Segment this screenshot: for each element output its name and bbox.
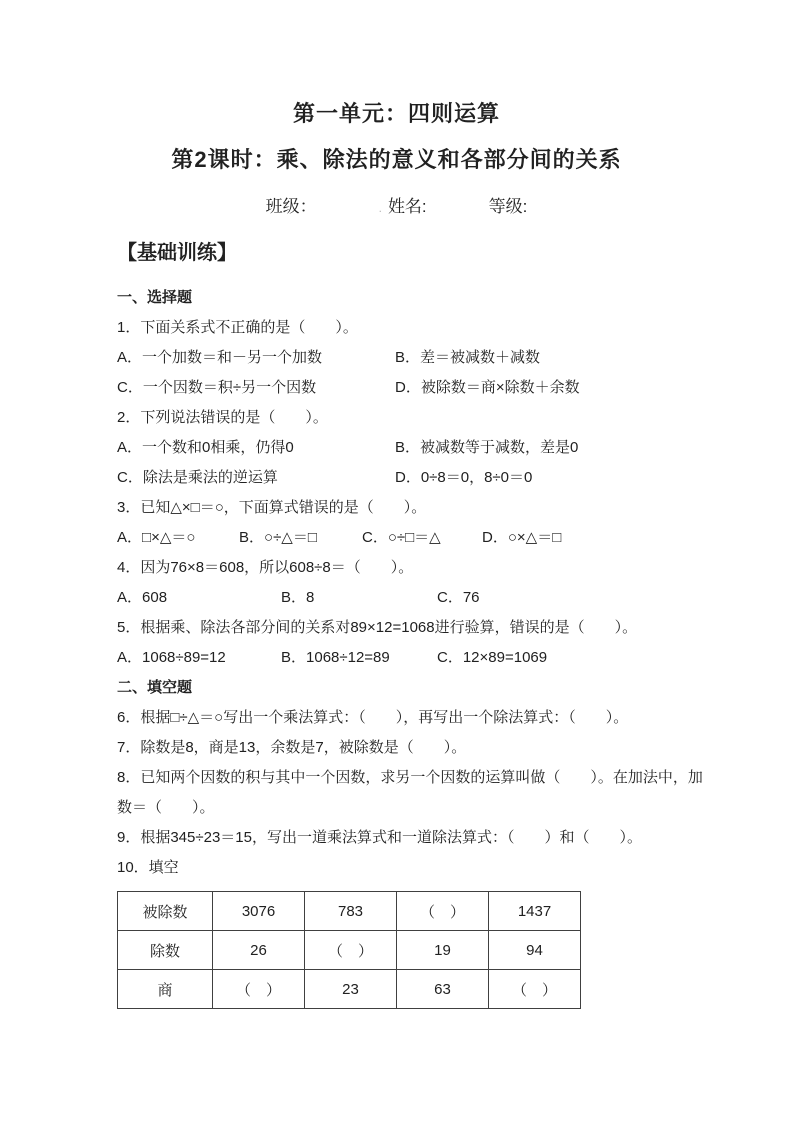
- question-5-option-b: B．1068÷12=89: [281, 649, 390, 666]
- question-2-option-b: B．被减数等于减数，差是0: [395, 439, 579, 456]
- stray-dot: .: [378, 201, 382, 215]
- table-cell: 3076: [213, 892, 305, 931]
- question-1-options-row-1: [117, 343, 793, 373]
- table-cell: （ ）: [489, 970, 581, 1009]
- name-label: 姓名:: [387, 197, 427, 216]
- table-cell: 63: [397, 970, 489, 1009]
- table-row-dividend: [118, 892, 581, 931]
- grade-label: 等级:: [488, 197, 528, 216]
- table-cell: （ ）: [213, 970, 305, 1009]
- table-cell: 19: [397, 931, 489, 970]
- division-fill-table: [117, 891, 581, 1009]
- question-6-stem: 6．根据□÷△＝○写出一个乘法算式：（ ），再写出一个除法算式：（ ）。: [117, 709, 629, 726]
- table-row-divisor: [118, 931, 581, 970]
- question-3-option-a: A．□×△＝○: [117, 529, 196, 546]
- choice-section-heading: 一、选择题: [117, 289, 193, 306]
- question-2-option-c: C．除法是乘法的逆运算: [117, 469, 278, 486]
- question-1-option-c: C．一个因数＝积÷另一个因数: [117, 379, 317, 396]
- class-label: 班级：: [265, 197, 317, 216]
- table-cell: 26: [213, 931, 305, 970]
- question-8-stem-line-2: 数＝（ ）。: [117, 799, 215, 816]
- question-5-options-row: [117, 643, 793, 673]
- question-2-option-a: A．一个数和0相乘，仍得0: [117, 439, 294, 456]
- question-5-option-c: C．12×89=1069: [437, 649, 548, 666]
- row-header-divisor: 除数: [118, 931, 213, 970]
- row-header-quotient: 商: [118, 970, 213, 1009]
- question-3-stem: 3．已知△×□＝○，下面算式错误的是（ ）。: [117, 499, 427, 516]
- question-3-option-d: D．○×△＝□: [482, 529, 562, 546]
- question-4-stem: 4．因为76×8＝608，所以608÷8＝（ ）。: [117, 559, 414, 576]
- question-5-option-a: A．1068÷89=12: [117, 649, 226, 666]
- table-cell: 1437: [489, 892, 581, 931]
- table-cell: （ ）: [397, 892, 489, 931]
- unit-title: 第一单元：四则运算: [292, 101, 500, 126]
- question-1-options-row-2: [117, 373, 793, 403]
- question-8-stem-line-1: 8．已知两个因数的积与其中一个因数，求另一个因数的运算叫做（ ）。在加法中，加: [117, 769, 703, 786]
- question-1-option-b: B．差＝被减数＋减数: [395, 349, 541, 366]
- table-cell: 94: [489, 931, 581, 970]
- basic-training-heading: 【基础训练】: [117, 242, 237, 264]
- question-2-options-row-1: [117, 433, 793, 463]
- fill-section-heading: 二、填空题: [117, 679, 193, 696]
- table-cell: 783: [305, 892, 397, 931]
- student-info-row: [0, 194, 793, 221]
- question-5-stem: 5．根据乘、除法各部分间的关系对89×12=1068进行验算，错误的是（ ）。: [117, 619, 638, 636]
- lesson-title: 第2课时：乘、除法的意义和各部分间的关系: [171, 147, 622, 172]
- row-header-dividend: 被除数: [118, 892, 213, 931]
- question-1-stem: 1．下面关系式不正确的是（ ）。: [117, 319, 358, 336]
- table-cell: （ ）: [305, 931, 397, 970]
- question-1-option-a: A．一个加数＝和－另一个加数: [117, 349, 323, 366]
- question-2-stem: 2．下列说法错误的是（ ）。: [117, 409, 328, 426]
- question-7-stem: 7．除数是8，商是13，余数是7，被除数是（ ）。: [117, 739, 467, 756]
- question-4-option-b: B．8: [281, 589, 315, 606]
- question-2-option-d: D．0÷8＝0，8÷0＝0: [395, 469, 533, 486]
- table-cell: 23: [305, 970, 397, 1009]
- question-9-stem: 9．根据345÷23＝15，写出一道乘法算式和一道除法算式：（ ）和（ ）。: [117, 829, 642, 846]
- question-4-options-row: [117, 583, 793, 613]
- question-1-option-d: D．被除数＝商×除数＋余数: [395, 379, 580, 396]
- question-3-option-b: B．○÷△＝□: [239, 529, 317, 546]
- question-4-option-c: C．76: [437, 589, 480, 606]
- question-4-option-a: A．608: [117, 589, 168, 606]
- question-3-option-c: C．○÷□＝△: [362, 529, 441, 546]
- question-3-options-row: [117, 523, 793, 553]
- question-10-stem: 10．填空: [117, 859, 179, 876]
- worksheet-body: [117, 283, 793, 1009]
- table-row-quotient: [118, 970, 581, 1009]
- question-2-options-row-2: [117, 463, 793, 493]
